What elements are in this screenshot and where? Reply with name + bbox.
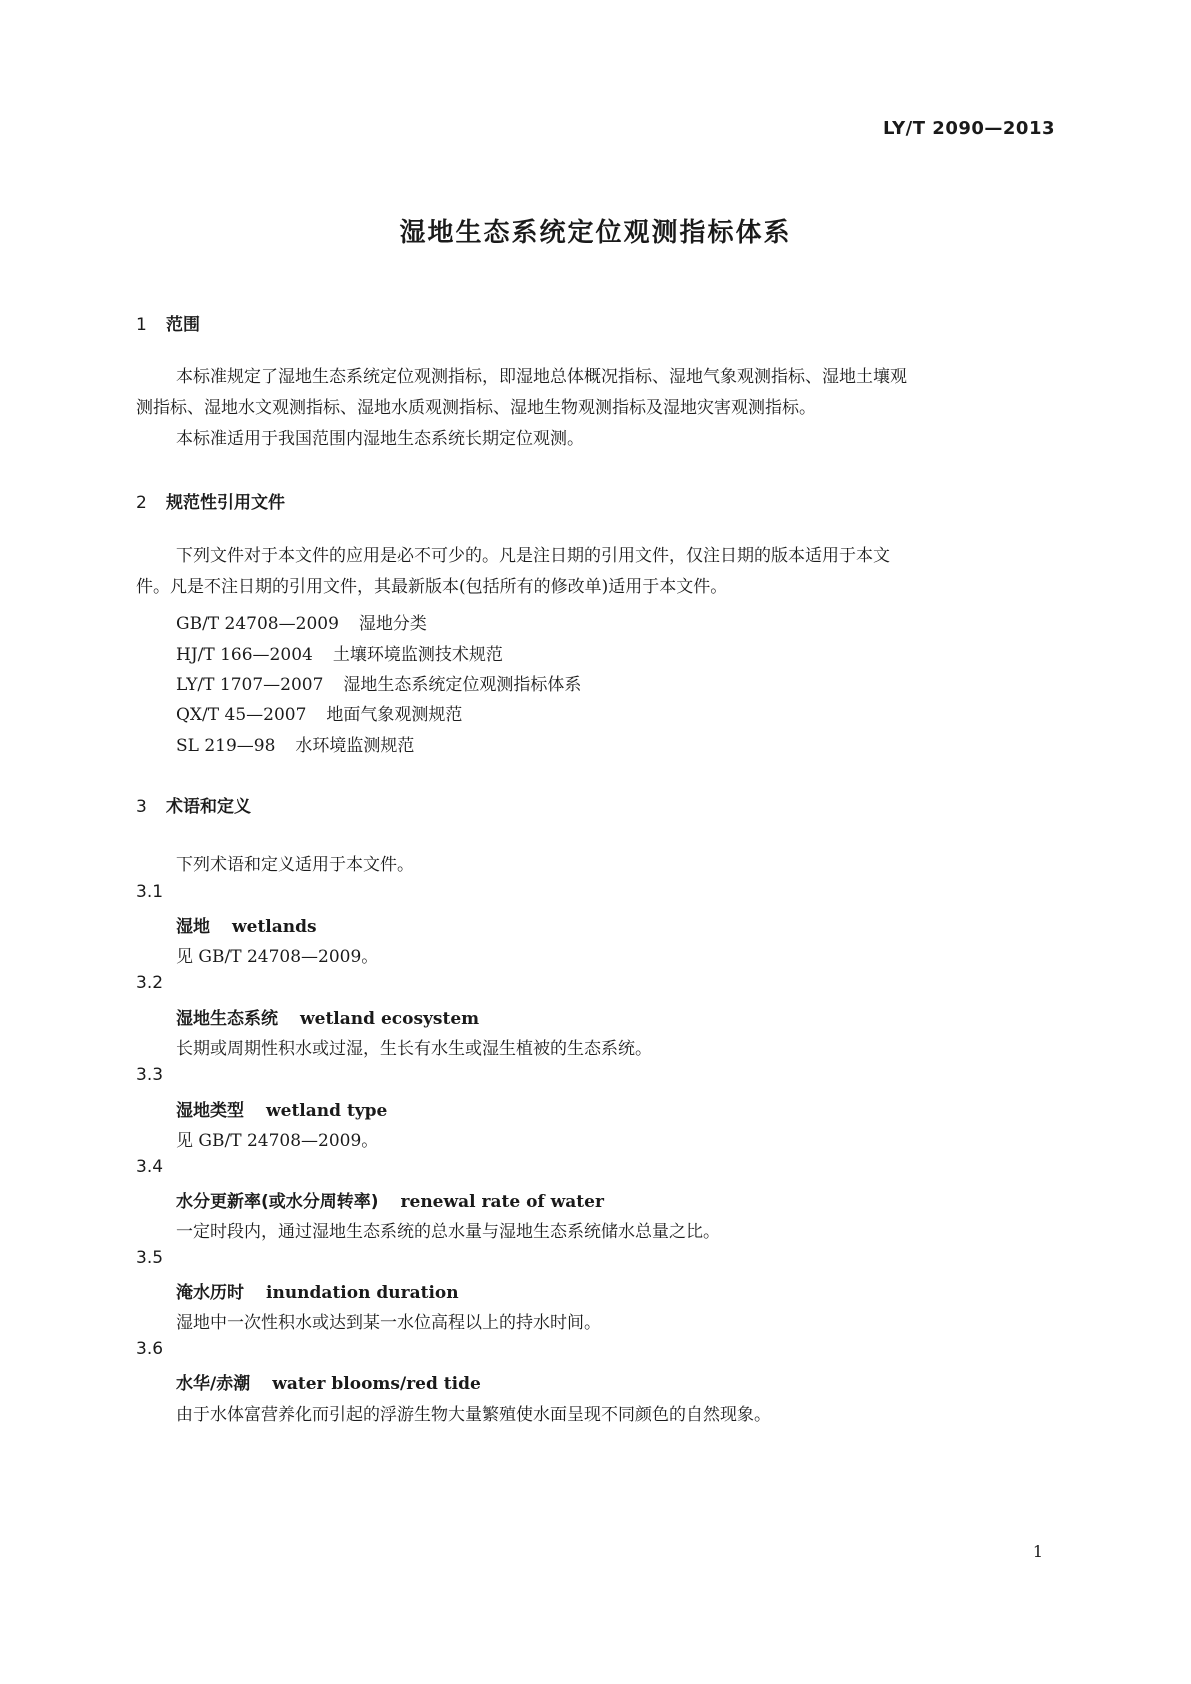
section-title: 规范性引用文件 [166, 493, 285, 513]
section-number: 2 [136, 493, 147, 513]
section-number: 1 [136, 315, 147, 335]
reference-code: QX/T 45—2007 [176, 705, 307, 725]
term-number: 3.6 [136, 1339, 164, 1359]
term-title [176, 1187, 604, 1212]
terms-intro: 下列术语和定义适用于本文件。 [176, 855, 414, 875]
term-en: wetland ecosystem [300, 1009, 480, 1029]
scope-paragraph-2: 本标准适用于我国范围内湿地生态系统长期定位观测。 [176, 429, 584, 449]
reference-item [176, 609, 427, 634]
reference-name: 地面气象观测规范 [326, 705, 463, 725]
term-definition: 湿地中一次性积水或达到某一水位高程以上的持水时间。 [176, 1313, 601, 1333]
term-number: 3.4 [136, 1157, 164, 1177]
term-zh: 湿地类型 [176, 1101, 244, 1121]
scope-paragraph-line1: 本标准规定了湿地生态系统定位观测指标，即湿地总体概况指标、湿地气象观测指标、湿地土壤观 [176, 367, 907, 387]
reference-code: LY/T 1707—2007 [176, 675, 324, 695]
term-number: 3.5 [136, 1248, 164, 1268]
term-zh: 湿地生态系统 [176, 1009, 278, 1029]
reference-item [176, 700, 462, 725]
references-paragraph-line1: 下列文件对于本文件的应用是必不可少的。凡是注日期的引用文件，仅注日期的版本适用于本文 [176, 546, 890, 566]
term-title [176, 1278, 459, 1303]
standard-code: LY/T 2090—2013 [882, 118, 1055, 139]
term-title [176, 1369, 481, 1394]
references-paragraph-line2: 件。凡是不注日期的引用文件，其最新版本(包括所有的修改单)适用于本文件。 [136, 577, 728, 597]
section-title: 术语和定义 [166, 797, 251, 817]
term-zh: 湿地 [176, 917, 210, 937]
term-zh: 淹水历时 [176, 1283, 244, 1303]
term-en: water blooms/red tide [272, 1374, 481, 1394]
section-heading-normative-references [136, 488, 285, 513]
term-en: renewal rate of water [400, 1192, 604, 1212]
term-definition: 见 GB/T 24708—2009。 [176, 947, 379, 967]
term-en: wetland type [266, 1101, 388, 1121]
reference-code: GB/T 24708—2009 [176, 614, 339, 634]
reference-item [176, 670, 581, 695]
term-en: inundation duration [266, 1283, 459, 1303]
reference-name: 土壤环境监测技术规范 [332, 645, 503, 665]
term-definition: 见 GB/T 24708—2009。 [176, 1131, 379, 1151]
document-title: 湿地生态系统定位观测指标体系 [399, 218, 792, 248]
term-number: 3.1 [136, 882, 164, 902]
page-number: 1 [1032, 1542, 1043, 1561]
term-number: 3.3 [136, 1065, 164, 1085]
section-heading-terms-definitions [136, 792, 251, 817]
term-definition: 长期或周期性积水或过湿，生长有水生或湿生植被的生态系统。 [176, 1039, 652, 1059]
section-title: 范围 [166, 315, 200, 335]
term-title [176, 1096, 387, 1121]
term-definition: 由于水体富营养化而引起的浮游生物大量繁殖使水面呈现不同颜色的自然现象。 [176, 1405, 771, 1425]
section-number: 3 [136, 797, 147, 817]
scope-paragraph-line2: 测指标、湿地水文观测指标、湿地水质观测指标、湿地生物观测指标及湿地灾害观测指标。 [136, 398, 816, 418]
reference-item [176, 640, 503, 665]
term-en: wetlands [232, 917, 317, 937]
reference-name: 湿地分类 [358, 614, 427, 634]
term-definition: 一定时段内，通过湿地生态系统的总水量与湿地生态系统储水总量之比。 [176, 1222, 720, 1242]
reference-code: HJ/T 166—2004 [176, 645, 313, 665]
term-zh: 水分更新率(或水分周转率) [176, 1192, 379, 1212]
term-zh: 水华/赤潮 [176, 1374, 251, 1394]
reference-code: SL 219—98 [176, 736, 276, 756]
term-number: 3.2 [136, 973, 164, 993]
reference-name: 水环境监测规范 [295, 736, 415, 756]
section-heading-scope [136, 310, 200, 335]
term-title [176, 912, 317, 937]
reference-item [176, 731, 414, 756]
reference-name: 湿地生态系统定位观测指标体系 [343, 675, 582, 695]
term-title [176, 1004, 479, 1029]
